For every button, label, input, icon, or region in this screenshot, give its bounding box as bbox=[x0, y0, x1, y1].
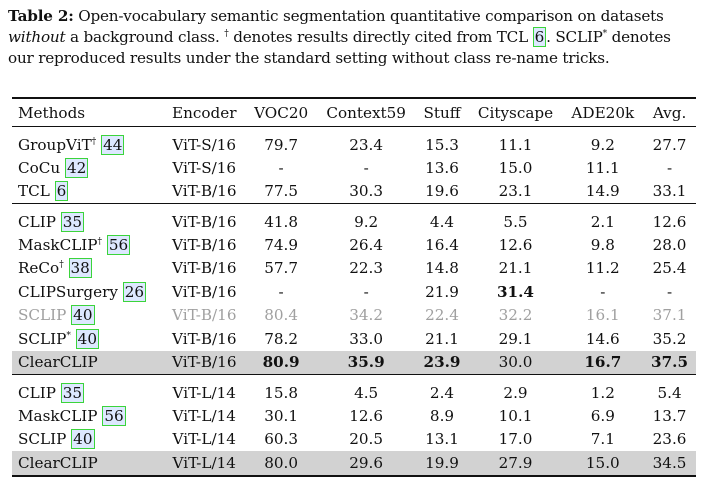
value-cell: 33.1 bbox=[652, 182, 687, 201]
value-cell: 79.7 bbox=[264, 135, 299, 154]
table-header-row bbox=[12, 98, 696, 127]
method-cell bbox=[12, 233, 163, 257]
method-name: CLIP bbox=[18, 383, 56, 402]
value-cell: 30.3 bbox=[349, 182, 384, 201]
encoder-cell: ViT-B/16 bbox=[172, 182, 237, 201]
table-row bbox=[12, 428, 696, 452]
value-cell: 4.4 bbox=[416, 204, 469, 234]
value-cell: 13.7 bbox=[652, 406, 687, 425]
value-cell: 15.3 bbox=[425, 135, 459, 154]
method-mark: * bbox=[66, 330, 71, 341]
value-cell: 22.4 bbox=[425, 306, 459, 325]
value-cell: 14.8 bbox=[425, 259, 459, 278]
value-cell: 41.8 bbox=[245, 204, 316, 234]
caption-text-5: denotes our reproduced results under the standard setting without class re-name tricks. bbox=[8, 28, 671, 67]
value-cell: 29.1 bbox=[498, 329, 533, 348]
value-cell: 37.5 bbox=[643, 351, 696, 375]
value-cell: 19.9 bbox=[416, 451, 469, 476]
table-row bbox=[12, 204, 696, 234]
table-row bbox=[12, 156, 696, 180]
value-cell: - bbox=[278, 158, 284, 177]
value-cell: 17.0 bbox=[498, 430, 533, 449]
table-row bbox=[12, 451, 696, 476]
value-cell: 74.9 bbox=[264, 235, 299, 254]
value-cell: 9.2 bbox=[317, 204, 416, 234]
citation-link[interactable]: 6 bbox=[56, 182, 67, 201]
value-cell: 19.6 bbox=[425, 182, 459, 201]
table-row bbox=[12, 233, 696, 257]
value-cell: 33.0 bbox=[349, 329, 384, 348]
value-cell: - bbox=[666, 158, 673, 177]
method-mark: † bbox=[59, 260, 64, 271]
table-row bbox=[12, 351, 696, 375]
method-name: SCLIP bbox=[18, 306, 67, 325]
table-row bbox=[12, 257, 696, 281]
value-cell: 28.0 bbox=[652, 235, 687, 254]
value-cell: 21.9 bbox=[425, 282, 459, 301]
value-cell: 9.8 bbox=[590, 235, 615, 254]
value-cell: 35.2 bbox=[652, 329, 687, 348]
value-cell: 80.9 bbox=[245, 351, 316, 375]
value-cell: 16.1 bbox=[585, 306, 620, 325]
value-cell: 25.4 bbox=[652, 259, 687, 278]
value-cell: - bbox=[363, 282, 369, 301]
value-cell: 4.5 bbox=[317, 375, 416, 405]
citation-link[interactable]: 35 bbox=[62, 212, 83, 231]
method-cell bbox=[12, 428, 163, 452]
caption-citation-link[interactable]: 6 bbox=[534, 28, 545, 46]
caption-star: * bbox=[602, 28, 607, 39]
method-name: MaskCLIP bbox=[18, 235, 98, 254]
value-cell: 26.4 bbox=[349, 235, 384, 254]
value-cell: 37.1 bbox=[652, 306, 687, 325]
value-cell: 8.9 bbox=[429, 406, 455, 425]
method-cell bbox=[12, 327, 163, 351]
method-cell bbox=[12, 257, 163, 281]
value-cell: 34.5 bbox=[643, 451, 696, 476]
value-cell: 34.2 bbox=[349, 306, 384, 325]
value-cell: 30.0 bbox=[468, 351, 562, 375]
encoder-cell: ViT-L/14 bbox=[163, 451, 245, 476]
citation-link[interactable]: 35 bbox=[62, 383, 83, 402]
citation-link[interactable]: 40 bbox=[73, 430, 93, 449]
value-cell: 15.8 bbox=[245, 375, 316, 405]
method-cell bbox=[12, 180, 163, 204]
value-cell: 21.1 bbox=[425, 329, 459, 348]
value-cell: 14.9 bbox=[585, 182, 620, 201]
encoder-cell: ViT-B/16 bbox=[163, 351, 245, 375]
value-cell: 23.1 bbox=[498, 182, 533, 201]
method-name: SCLIP bbox=[18, 430, 67, 449]
method-mark: † bbox=[91, 136, 97, 147]
value-cell: - bbox=[666, 282, 673, 301]
value-cell: 57.7 bbox=[264, 259, 299, 278]
value-cell: 30.1 bbox=[264, 406, 299, 425]
value-cell: 27.7 bbox=[652, 135, 687, 154]
encoder-cell: ViT-B/16 bbox=[172, 306, 237, 325]
value-cell: 10.1 bbox=[498, 406, 533, 425]
value-cell: 21.1 bbox=[498, 259, 533, 278]
citation-link[interactable]: 56 bbox=[104, 406, 124, 425]
citation-link[interactable]: 42 bbox=[67, 158, 87, 177]
value-cell: 11.1 bbox=[498, 135, 533, 154]
column-header: Cityscape bbox=[468, 98, 562, 127]
method-name: ClearCLIP bbox=[18, 453, 98, 472]
method-cell bbox=[12, 280, 163, 304]
citation-link[interactable]: 44 bbox=[103, 135, 123, 154]
value-cell: 78.2 bbox=[264, 329, 299, 348]
column-header: VOC20 bbox=[245, 98, 316, 127]
encoder-cell: ViT-L/14 bbox=[172, 406, 236, 425]
value-cell: 35.9 bbox=[317, 351, 416, 375]
table-row bbox=[12, 280, 696, 304]
value-cell: 15.0 bbox=[563, 451, 644, 476]
value-cell: 11.1 bbox=[585, 158, 620, 177]
caption-label: Table 2: bbox=[8, 7, 74, 25]
value-cell: 60.3 bbox=[264, 430, 299, 449]
citation-link[interactable]: 56 bbox=[108, 235, 129, 254]
method-name: ReCo bbox=[18, 259, 60, 278]
caption-text-3: denotes results directly cited from TCL bbox=[228, 28, 533, 46]
citation-link[interactable]: 40 bbox=[73, 306, 93, 325]
results-table bbox=[12, 97, 696, 477]
value-cell: 13.1 bbox=[425, 430, 459, 449]
table-caption bbox=[8, 6, 698, 69]
value-cell: 16.4 bbox=[425, 235, 459, 254]
table-row bbox=[12, 127, 696, 157]
table-body bbox=[12, 127, 696, 476]
encoder-cell: ViT-S/16 bbox=[172, 135, 237, 154]
value-cell: 77.5 bbox=[264, 182, 299, 201]
caption-text-1: Open-vocabulary semantic segmentation quantitative comparison on datasets bbox=[73, 7, 664, 25]
method-cell bbox=[12, 404, 163, 428]
value-cell: 32.2 bbox=[498, 306, 533, 325]
encoder-cell: ViT-L/14 bbox=[172, 430, 236, 449]
encoder-cell: ViT-B/16 bbox=[163, 204, 245, 234]
value-cell: 80.0 bbox=[245, 451, 316, 476]
column-header: Methods bbox=[12, 98, 163, 127]
value-cell: 16.7 bbox=[563, 351, 644, 375]
column-header: Avg. bbox=[643, 98, 696, 127]
method-name: ClearCLIP bbox=[18, 353, 98, 372]
method-name: CLIP bbox=[18, 212, 56, 231]
method-cell bbox=[12, 451, 163, 476]
value-cell: 23.9 bbox=[416, 351, 469, 375]
value-cell: 9.2 bbox=[590, 135, 615, 154]
value-cell: - bbox=[363, 158, 369, 177]
caption-text-2: a background class. bbox=[65, 28, 225, 46]
citation-link[interactable]: 38 bbox=[70, 259, 90, 278]
table-row bbox=[12, 375, 696, 405]
encoder-cell: ViT-B/16 bbox=[172, 259, 237, 278]
value-cell: 27.9 bbox=[468, 451, 562, 476]
value-cell: 5.5 bbox=[468, 204, 562, 234]
value-cell: 12.6 bbox=[643, 204, 696, 234]
method-name: TCL bbox=[18, 182, 50, 201]
value-cell: - bbox=[278, 282, 284, 301]
value-cell: 15.0 bbox=[498, 158, 533, 177]
method-name: GroupViT bbox=[18, 135, 92, 154]
value-cell: 22.3 bbox=[349, 259, 384, 278]
value-cell: 6.9 bbox=[590, 406, 615, 425]
encoder-cell: ViT-B/16 bbox=[172, 282, 237, 301]
value-cell: 14.6 bbox=[585, 329, 620, 348]
column-header: Stuff bbox=[416, 98, 469, 127]
encoder-cell: ViT-L/14 bbox=[163, 375, 245, 405]
value-cell: 31.4 bbox=[496, 282, 534, 301]
value-cell: 23.6 bbox=[652, 430, 687, 449]
value-cell: 2.1 bbox=[563, 204, 644, 234]
value-cell: 5.4 bbox=[643, 375, 696, 405]
value-cell: 7.1 bbox=[590, 430, 615, 449]
table-row bbox=[12, 327, 696, 351]
value-cell: 23.4 bbox=[349, 135, 384, 154]
method-cell bbox=[12, 204, 163, 234]
method-cell bbox=[12, 375, 163, 405]
method-cell bbox=[12, 156, 163, 180]
value-cell: 11.2 bbox=[585, 259, 620, 278]
citation-link[interactable]: 26 bbox=[124, 282, 145, 301]
citation-link[interactable]: 40 bbox=[77, 329, 97, 348]
column-header: Context59 bbox=[317, 98, 416, 127]
value-cell: 13.6 bbox=[425, 158, 459, 177]
value-cell: 80.4 bbox=[264, 306, 299, 325]
encoder-cell: ViT-S/16 bbox=[172, 158, 237, 177]
value-cell: 1.2 bbox=[563, 375, 644, 405]
encoder-cell: ViT-B/16 bbox=[172, 235, 237, 254]
method-cell bbox=[12, 304, 163, 328]
table-row bbox=[12, 180, 696, 204]
value-cell: - bbox=[600, 282, 606, 301]
caption-text-4: . SCLIP bbox=[546, 28, 603, 46]
method-cell bbox=[12, 351, 163, 375]
table-row bbox=[12, 404, 696, 428]
column-header: ADE20k bbox=[563, 98, 644, 127]
method-name: CoCu bbox=[18, 158, 61, 177]
method-name: SCLIP bbox=[18, 329, 67, 348]
method-cell bbox=[12, 127, 163, 157]
method-mark: † bbox=[97, 236, 103, 247]
value-cell: 2.9 bbox=[468, 375, 562, 405]
caption-dagger: † bbox=[224, 28, 229, 39]
method-name: MaskCLIP bbox=[18, 406, 98, 425]
value-cell: 12.6 bbox=[349, 406, 384, 425]
table-row bbox=[12, 304, 696, 328]
value-cell: 29.6 bbox=[317, 451, 416, 476]
method-name: CLIPSurgery bbox=[18, 282, 118, 301]
value-cell: 2.4 bbox=[416, 375, 469, 405]
encoder-cell: ViT-B/16 bbox=[172, 329, 237, 348]
value-cell: 12.6 bbox=[498, 235, 533, 254]
column-header: Encoder bbox=[163, 98, 245, 127]
caption-italic: without bbox=[8, 28, 66, 46]
value-cell: 20.5 bbox=[349, 430, 384, 449]
